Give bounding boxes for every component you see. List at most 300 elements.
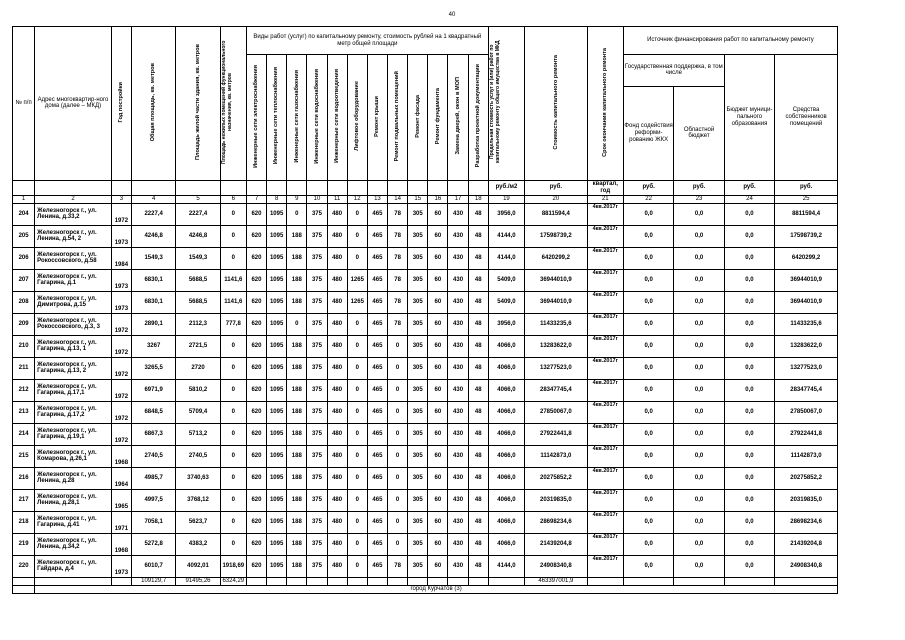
row-fund: 0,0 [623, 357, 673, 379]
page-number: 40 [448, 12, 456, 18]
row-work-cost: 465 [367, 379, 387, 401]
row-address: Железногорск г., ул. Гагарина, д.41 [35, 511, 112, 533]
row-work-cost: 48 [468, 269, 488, 291]
row-work-cost: 375 [307, 335, 327, 357]
row-number: 206 [13, 247, 35, 269]
row-work-cost: 60 [428, 467, 448, 489]
row-regional: 0,0 [674, 313, 724, 335]
row-municipal: 0,0 [724, 511, 774, 533]
row-municipal: 0,0 [724, 445, 774, 467]
row-limit-cost: 5409,0 [488, 291, 524, 313]
row-work-cost: 480 [327, 379, 347, 401]
row-number: 219 [13, 533, 35, 555]
row-repair-cost: 28347745,4 [525, 379, 588, 401]
totals-owners [775, 577, 838, 585]
row-year: 1972 [111, 379, 131, 401]
row-work-cost: 465 [367, 423, 387, 445]
row-limit-cost: 5409,0 [488, 269, 524, 291]
row-work-cost: 305 [408, 335, 428, 357]
row-deadline: 4кв.2017г [587, 379, 623, 401]
row-work-cost: 375 [307, 533, 327, 555]
row-work-cost: 48 [468, 489, 488, 511]
row-limit-cost: 4066,0 [488, 467, 524, 489]
row-regional: 0,0 [674, 203, 724, 225]
row-number: 216 [13, 467, 35, 489]
column-number: 1 [13, 195, 35, 203]
totals-nonliving-area: 6324,29 [220, 577, 246, 585]
row-living-area: 2740,5 [176, 445, 220, 467]
row-year: 1971 [111, 511, 131, 533]
row-limit-cost: 4066,0 [488, 445, 524, 467]
row-deadline: 4кв.2017г [587, 489, 623, 511]
row-work-cost: 0 [388, 445, 408, 467]
row-work-cost: 305 [408, 445, 428, 467]
row-total-area: 6830,1 [131, 269, 175, 291]
column-number: 10 [307, 195, 327, 203]
row-total-area: 4985,7 [131, 467, 175, 489]
row-number: 209 [13, 313, 35, 335]
header-regional: Областной бюджет [674, 86, 724, 180]
row-number: 214 [13, 423, 35, 445]
row-work-cost: 430 [448, 379, 468, 401]
header-work-7 [367, 55, 387, 181]
row-living-area: 4092,01 [176, 555, 220, 577]
row-limit-cost: 4144,0 [488, 247, 524, 269]
row-work-cost: 465 [367, 511, 387, 533]
row-regional: 0,0 [674, 225, 724, 247]
row-regional: 0,0 [674, 269, 724, 291]
row-work-cost: 430 [448, 291, 468, 313]
row-repair-cost: 11142873,0 [525, 445, 588, 467]
row-work-cost: 375 [307, 357, 327, 379]
row-municipal: 0,0 [724, 291, 774, 313]
row-work-cost: 465 [367, 555, 387, 577]
row-work-cost: 0 [347, 467, 367, 489]
row-work-cost: 60 [428, 225, 448, 247]
row-deadline: 4кв.2017г [587, 335, 623, 357]
header-nonliving-area [220, 27, 246, 181]
table-row [13, 489, 838, 511]
row-work-cost: 0 [347, 357, 367, 379]
row-repair-cost: 20275852,2 [525, 467, 588, 489]
column-number: 11 [327, 195, 347, 203]
row-work-cost: 480 [327, 555, 347, 577]
row-nonliving-area: 0 [220, 247, 246, 269]
unit-deadline: квартал, год [587, 180, 623, 195]
row-year: 1968 [111, 445, 131, 467]
row-work-cost: 48 [468, 291, 488, 313]
table-row [13, 555, 838, 577]
row-deadline: 4кв.2017г [587, 467, 623, 489]
row-work-cost: 188 [287, 225, 307, 247]
row-deadline: 4кв.2017г [587, 445, 623, 467]
row-work-cost: 48 [468, 533, 488, 555]
row-nonliving-area: 0 [220, 511, 246, 533]
row-repair-cost: 8811594,4 [525, 203, 588, 225]
row-work-cost: 620 [246, 423, 266, 445]
header-work-9 [408, 55, 428, 181]
row-owners: 24908340,8 [775, 555, 838, 577]
row-total-area: 2890,1 [131, 313, 175, 335]
row-repair-cost: 20319835,0 [525, 489, 588, 511]
row-work-cost: 0 [347, 247, 367, 269]
row-repair-cost: 13283622,0 [525, 335, 588, 357]
row-work-cost: 465 [367, 203, 387, 225]
row-fund: 0,0 [623, 489, 673, 511]
row-work-cost: 620 [246, 225, 266, 247]
row-repair-cost: 11433235,6 [525, 313, 588, 335]
row-work-cost: 188 [287, 511, 307, 533]
header-deadline-text: Срок окончания капитального ремонта [602, 47, 609, 157]
header-nonliving-area-text: Площадь нежилых помещений функционального назначения, кв. метров [221, 40, 234, 164]
row-work-cost: 465 [367, 489, 387, 511]
row-address: Железногорск г., ул. Гагарина, д.13, 2 [35, 357, 112, 379]
totals-living-area: 91495,26 [176, 577, 220, 585]
column-number: 14 [388, 195, 408, 203]
header-work-10 [428, 55, 448, 181]
row-work-cost: 375 [307, 225, 327, 247]
header-work-4 [307, 55, 327, 181]
row-limit-cost: 4144,0 [488, 225, 524, 247]
row-owners: 8811594,4 [775, 203, 838, 225]
row-deadline: 4кв.2017г [587, 291, 623, 313]
row-work-cost: 1265 [347, 291, 367, 313]
row-work-cost: 305 [408, 467, 428, 489]
totals-empty-deadline [587, 577, 623, 585]
row-work-cost: 0 [347, 489, 367, 511]
row-work-cost: 48 [468, 225, 488, 247]
city-empty [13, 585, 35, 593]
row-work-cost: 305 [408, 357, 428, 379]
row-work-cost: 60 [428, 335, 448, 357]
row-municipal: 0,0 [724, 489, 774, 511]
row-work-cost: 480 [327, 511, 347, 533]
header-work-10-text: Ремонт фундамента [434, 87, 441, 145]
row-work-cost: 48 [468, 445, 488, 467]
row-address: Железногорск г., ул. Гагарина, д.13, 1 [35, 335, 112, 357]
row-total-area: 6830,1 [131, 291, 175, 313]
row-work-cost: 465 [367, 401, 387, 423]
row-limit-cost: 4066,0 [488, 533, 524, 555]
row-municipal: 0,0 [724, 335, 774, 357]
row-address: Железногорск г., ул. Гагарина, д.1 [35, 269, 112, 291]
row-number: 205 [13, 225, 35, 247]
totals-empty-regional [674, 577, 724, 585]
row-nonliving-area: 1141,6 [220, 269, 246, 291]
row-work-cost: 1095 [267, 313, 287, 335]
row-municipal: 0,0 [724, 467, 774, 489]
row-year: 1968 [111, 533, 131, 555]
row-work-cost: 78 [388, 225, 408, 247]
row-address: Железногорск г., ул. Гагарина, д.17,1 [35, 379, 112, 401]
row-number: 218 [13, 511, 35, 533]
totals-row [13, 577, 838, 585]
totals-empty-fund [623, 577, 673, 585]
row-work-cost: 0 [347, 379, 367, 401]
row-work-cost: 305 [408, 379, 428, 401]
row-deadline: 4кв.2017г [587, 225, 623, 247]
row-total-area: 6971,9 [131, 379, 175, 401]
row-work-cost: 430 [448, 225, 468, 247]
row-work-cost: 375 [307, 269, 327, 291]
row-municipal: 0,0 [724, 203, 774, 225]
column-number: 13 [367, 195, 387, 203]
row-work-cost: 60 [428, 489, 448, 511]
row-nonliving-area: 0 [220, 533, 246, 555]
column-number: 7 [246, 195, 266, 203]
row-work-cost: 305 [408, 423, 428, 445]
row-deadline: 4кв.2017г [587, 313, 623, 335]
row-living-area: 5688,5 [176, 291, 220, 313]
row-work-cost: 620 [246, 247, 266, 269]
row-regional: 0,0 [674, 423, 724, 445]
row-work-cost: 620 [246, 357, 266, 379]
capital-repair-table [12, 26, 838, 594]
row-number: 220 [13, 555, 35, 577]
header-fund: Фонд содействия реформи-рованию ЖКХ [623, 86, 673, 180]
row-work-cost: 465 [367, 291, 387, 313]
row-work-cost: 0 [347, 313, 367, 335]
row-owners: 11142873,0 [775, 445, 838, 467]
row-total-area: 6848,5 [131, 401, 175, 423]
header-limit-cost-text: Предельная стоимость услуг и (или) работ по капитальному ремонту общего имущества в МКД [489, 40, 502, 164]
row-nonliving-area: 1918,69 [220, 555, 246, 577]
row-work-cost: 480 [327, 467, 347, 489]
row-work-cost: 375 [307, 445, 327, 467]
header-work-2-text: Инженерные сети теплоснабжения [273, 67, 280, 165]
row-limit-cost: 4066,0 [488, 423, 524, 445]
row-municipal: 0,0 [724, 225, 774, 247]
row-work-cost: 620 [246, 335, 266, 357]
row-work-cost: 480 [327, 533, 347, 555]
header-work-1 [246, 55, 266, 181]
row-address: Железногорск г., ул. Димитрова, д.15 [35, 291, 112, 313]
row-owners: 11433235,6 [775, 313, 838, 335]
row-work-cost: 0 [347, 203, 367, 225]
row-living-area: 5623,7 [176, 511, 220, 533]
row-repair-cost: 36944010,9 [525, 291, 588, 313]
row-work-cost: 188 [287, 379, 307, 401]
row-work-cost: 430 [448, 423, 468, 445]
column-number: 12 [347, 195, 367, 203]
row-municipal: 0,0 [724, 401, 774, 423]
row-year: 1972 [111, 335, 131, 357]
row-work-cost: 305 [408, 269, 428, 291]
unit-regional: руб. [674, 180, 724, 195]
row-work-cost: 305 [408, 291, 428, 313]
row-work-cost: 0 [388, 489, 408, 511]
row-repair-cost: 27922441,8 [525, 423, 588, 445]
row-living-area: 2721,5 [176, 335, 220, 357]
row-address: Железногорск г., ул. Ленина, д.54, 2 [35, 225, 112, 247]
header-work-5 [327, 55, 347, 181]
row-municipal: 0,0 [724, 555, 774, 577]
row-owners: 27850067,0 [775, 401, 838, 423]
row-regional: 0,0 [674, 357, 724, 379]
totals-empty-2 [35, 577, 112, 585]
row-work-cost: 375 [307, 401, 327, 423]
row-work-cost: 620 [246, 511, 266, 533]
row-work-cost: 60 [428, 445, 448, 467]
table-row [13, 203, 838, 225]
table-row [13, 467, 838, 489]
row-fund: 0,0 [623, 555, 673, 577]
row-work-cost: 188 [287, 335, 307, 357]
row-work-cost: 620 [246, 445, 266, 467]
row-work-cost: 1095 [267, 379, 287, 401]
row-total-area: 2740,5 [131, 445, 175, 467]
row-work-cost: 480 [327, 335, 347, 357]
row-limit-cost: 4066,0 [488, 511, 524, 533]
table-row [13, 247, 838, 269]
row-work-cost: 0 [347, 511, 367, 533]
row-year: 1973 [111, 269, 131, 291]
row-work-cost: 465 [367, 269, 387, 291]
column-number: 25 [775, 195, 838, 203]
header-num: № п/п [13, 27, 35, 181]
city-row [13, 585, 838, 593]
row-work-cost: 60 [428, 247, 448, 269]
row-living-area: 4246,8 [176, 225, 220, 247]
row-work-cost: 480 [327, 291, 347, 313]
row-work-cost: 465 [367, 533, 387, 555]
row-nonliving-area: 0 [220, 423, 246, 445]
table-row [13, 313, 838, 335]
row-address: Железногорск г., ул. Рокоссовского, д.58 [35, 247, 112, 269]
row-number: 211 [13, 357, 35, 379]
row-year: 1973 [111, 291, 131, 313]
row-address: Железногорск г., ул. Гагарина, д.17,2 [35, 401, 112, 423]
row-work-cost: 1095 [267, 533, 287, 555]
table-row [13, 445, 838, 467]
row-work-cost: 0 [347, 225, 367, 247]
row-year: 1973 [111, 225, 131, 247]
row-number: 210 [13, 335, 35, 357]
row-fund: 0,0 [623, 269, 673, 291]
row-work-cost: 1095 [267, 357, 287, 379]
row-work-cost: 0 [388, 357, 408, 379]
row-nonliving-area: 1141,6 [220, 291, 246, 313]
row-work-cost: 465 [367, 313, 387, 335]
row-work-cost: 305 [408, 313, 428, 335]
row-living-area: 3768,12 [176, 489, 220, 511]
row-repair-cost: 24908340,8 [525, 555, 588, 577]
row-work-cost: 48 [468, 379, 488, 401]
row-work-cost: 375 [307, 555, 327, 577]
table-row [13, 533, 838, 555]
totals-empty-work [428, 577, 448, 585]
row-work-cost: 430 [448, 269, 468, 291]
row-work-cost: 0 [388, 467, 408, 489]
row-repair-cost: 13277523,0 [525, 357, 588, 379]
row-limit-cost: 4066,0 [488, 379, 524, 401]
row-work-cost: 78 [388, 555, 408, 577]
row-limit-cost: 4144,0 [488, 555, 524, 577]
unit-municipal: руб. [724, 180, 774, 195]
row-owners: 20319835,0 [775, 489, 838, 511]
row-fund: 0,0 [623, 313, 673, 335]
row-nonliving-area: 0 [220, 335, 246, 357]
row-nonliving-area: 0 [220, 401, 246, 423]
row-deadline: 4кв.2017г [587, 357, 623, 379]
row-year: 1972 [111, 313, 131, 335]
row-deadline: 4кв.2017г [587, 511, 623, 533]
row-year: 1973 [111, 555, 131, 577]
row-number: 215 [13, 445, 35, 467]
column-number: 15 [408, 195, 428, 203]
totals-empty-work [267, 577, 287, 585]
row-work-cost: 620 [246, 489, 266, 511]
row-fund: 0,0 [623, 533, 673, 555]
row-owners: 17598739,2 [775, 225, 838, 247]
table-row [13, 335, 838, 357]
row-work-cost: 0 [347, 335, 367, 357]
row-work-cost: 60 [428, 357, 448, 379]
header-work-3 [287, 55, 307, 181]
column-number: 18 [468, 195, 488, 203]
row-fund: 0,0 [623, 291, 673, 313]
header-works-group: Виды работ (услуг) по капитальному ремонту, стоимость рублей на 1 квадратный метр общей площади [246, 27, 488, 55]
row-year: 1972 [111, 357, 131, 379]
row-work-cost: 620 [246, 533, 266, 555]
row-work-cost: 188 [287, 533, 307, 555]
column-number: 20 [525, 195, 588, 203]
row-year: 1984 [111, 247, 131, 269]
row-nonliving-area: 0 [220, 467, 246, 489]
column-number: 6 [220, 195, 246, 203]
row-work-cost: 1095 [267, 467, 287, 489]
row-work-cost: 48 [468, 203, 488, 225]
row-work-cost: 375 [307, 291, 327, 313]
row-work-cost: 480 [327, 423, 347, 445]
header-repair-cost-text: Стоимость капитального ремонта [552, 54, 559, 150]
row-work-cost: 60 [428, 423, 448, 445]
row-work-cost: 465 [367, 357, 387, 379]
header-work-12-text: Разработка проектной документации [475, 64, 481, 168]
row-work-cost: 60 [428, 401, 448, 423]
row-total-area: 3265,5 [131, 357, 175, 379]
totals-empty-municipal [724, 577, 774, 585]
row-work-cost: 620 [246, 555, 266, 577]
header-work-12 [468, 55, 488, 181]
column-number-row [13, 195, 838, 203]
row-work-cost: 60 [428, 511, 448, 533]
row-total-area: 4997,5 [131, 489, 175, 511]
row-work-cost: 60 [428, 379, 448, 401]
row-work-cost: 620 [246, 401, 266, 423]
header-work-7-text: Ремонт крыши [374, 95, 381, 137]
row-limit-cost: 4066,0 [488, 401, 524, 423]
row-work-cost: 0 [347, 401, 367, 423]
row-work-cost: 60 [428, 555, 448, 577]
row-work-cost: 1095 [267, 423, 287, 445]
row-regional: 0,0 [674, 555, 724, 577]
row-work-cost: 480 [327, 269, 347, 291]
header-work-9-text: Ремонт фасада [414, 94, 421, 138]
row-number: 212 [13, 379, 35, 401]
row-work-cost: 465 [367, 247, 387, 269]
row-work-cost: 1095 [267, 511, 287, 533]
row-work-cost: 188 [287, 489, 307, 511]
column-number: 21 [587, 195, 623, 203]
totals-repair-cost: 463397001,9 [525, 577, 588, 585]
row-fund: 0,0 [623, 247, 673, 269]
row-fund: 0,0 [623, 335, 673, 357]
header-financing-group: Источник финансирования работ по капитальному ремонту [623, 27, 837, 55]
row-work-cost: 48 [468, 247, 488, 269]
row-total-area: 1549,3 [131, 247, 175, 269]
row-work-cost: 60 [428, 313, 448, 335]
